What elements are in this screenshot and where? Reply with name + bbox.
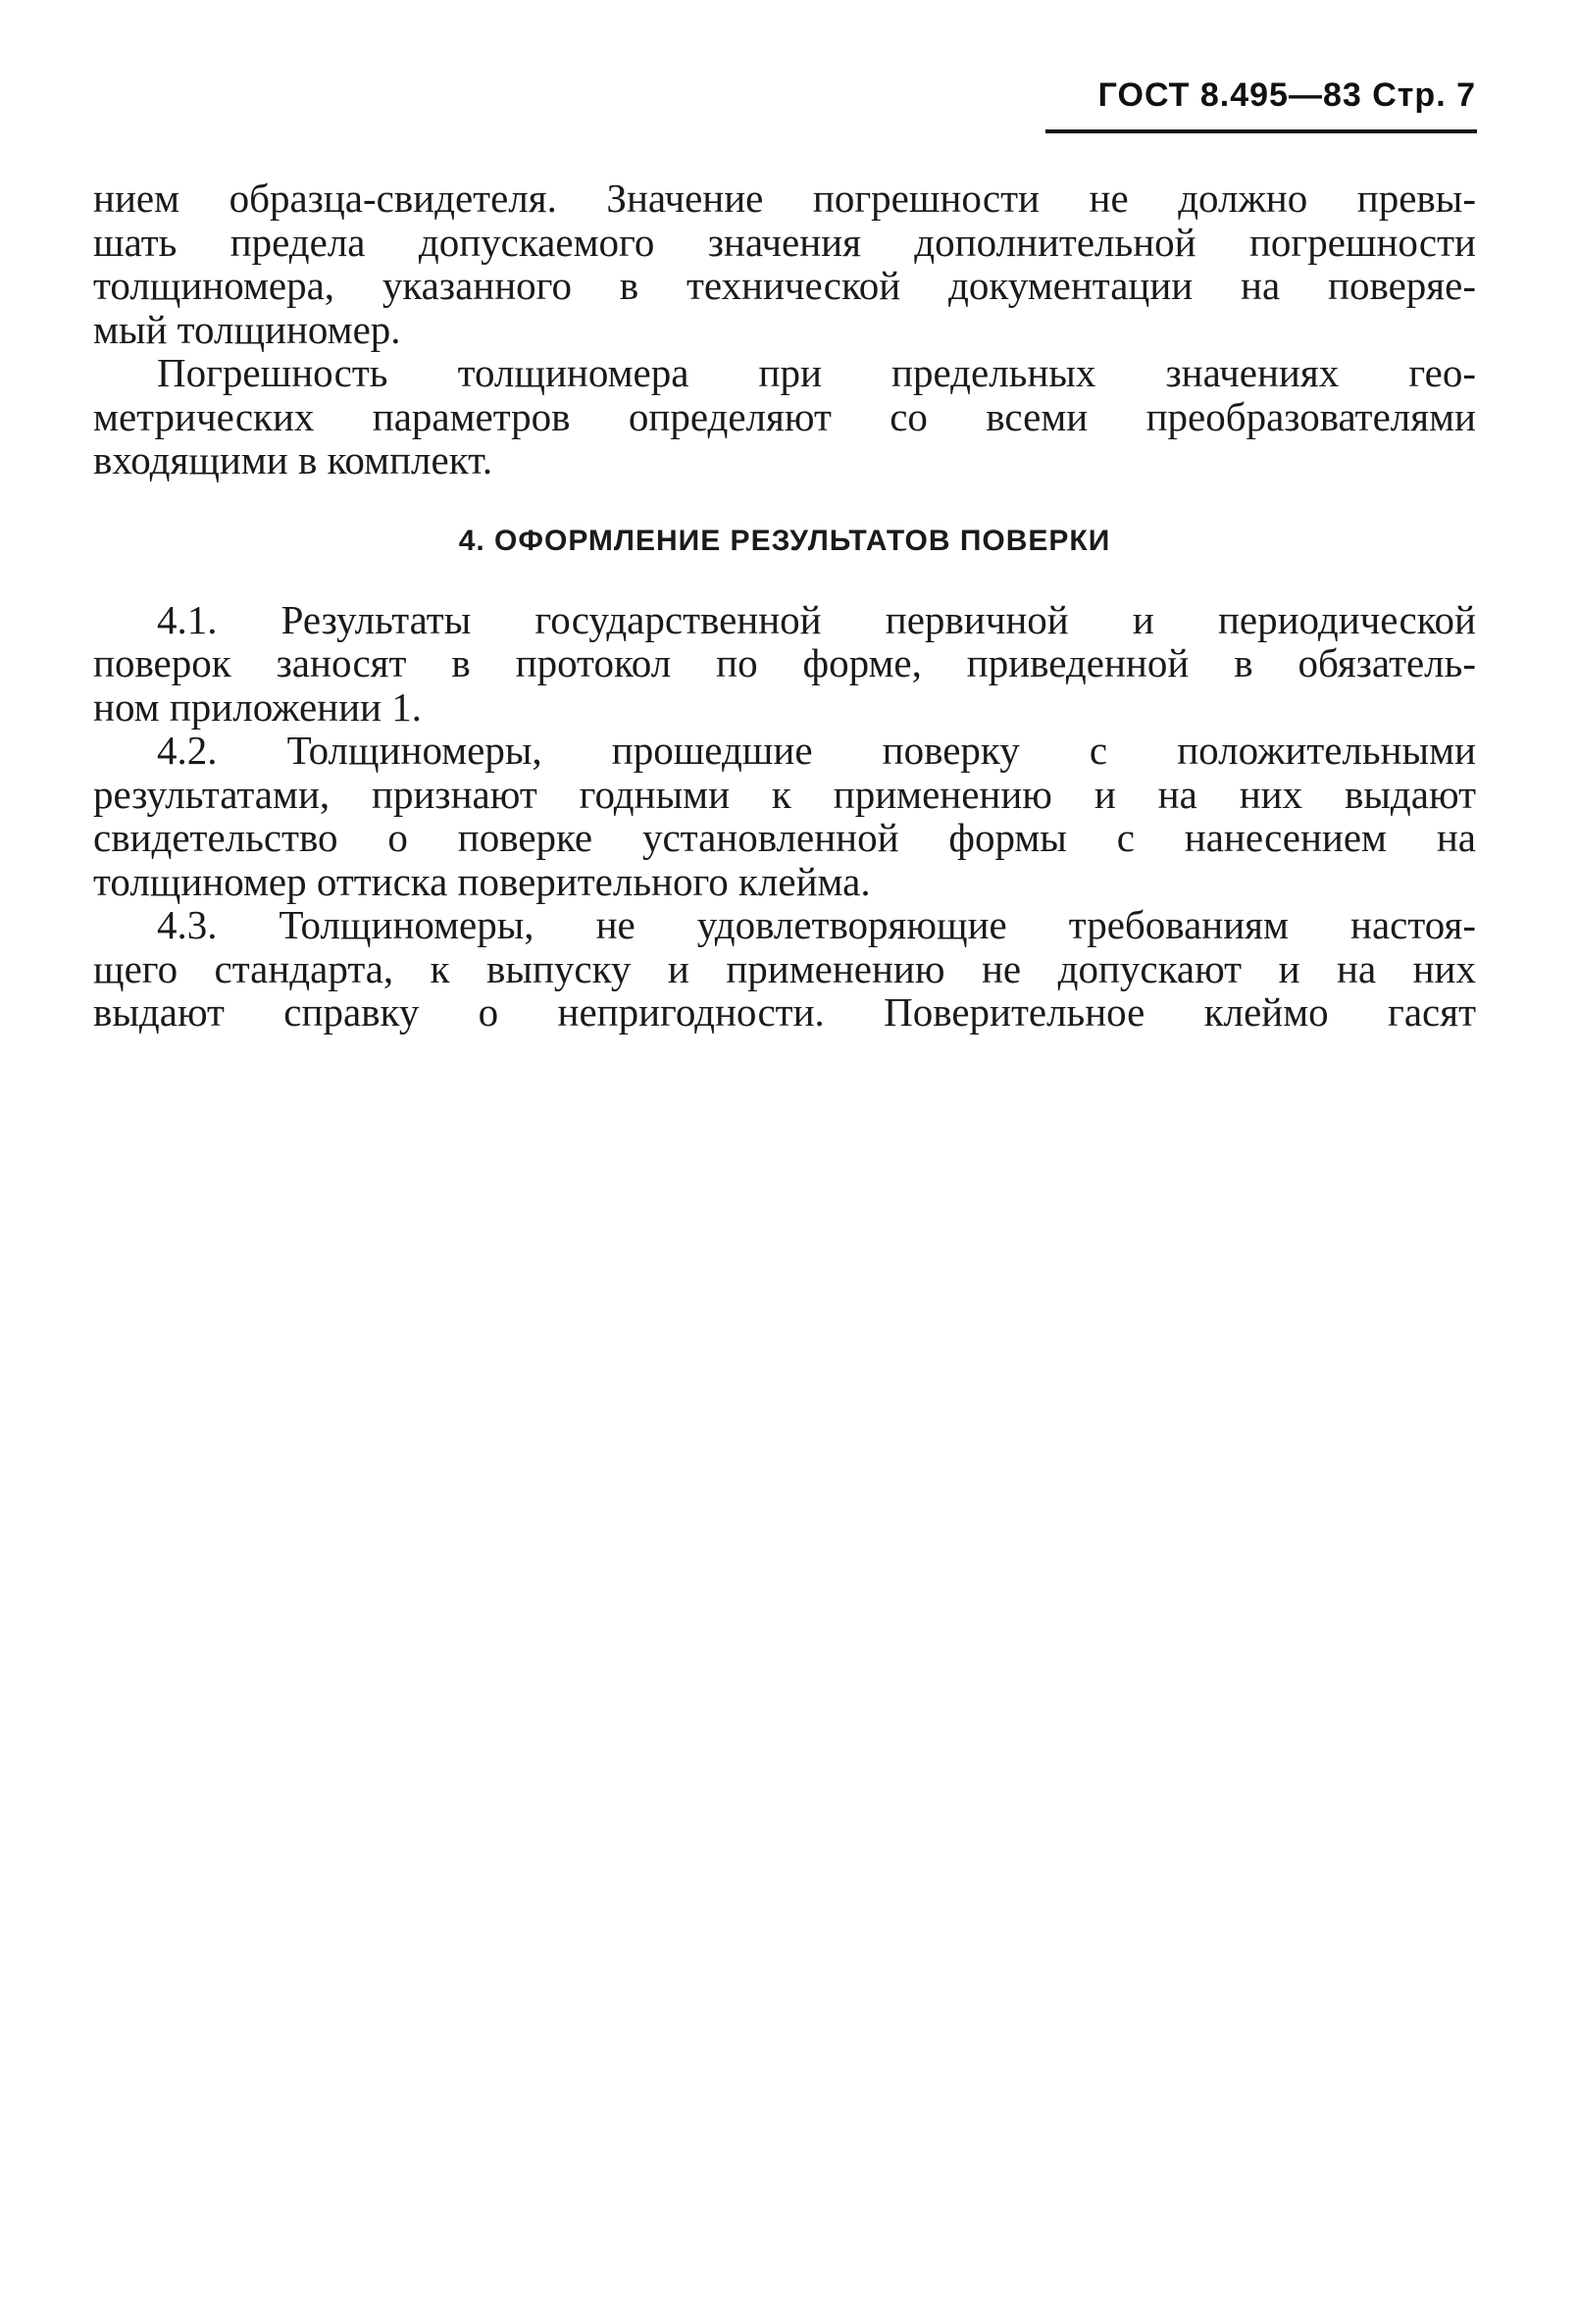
text-line: толщиномера, указанного в технической документации на поверяе-: [93, 263, 1476, 308]
body-text: [93, 177, 1476, 1035]
text-line: выдают справку о непригодности. Поверительное клеймо гасят: [93, 989, 1476, 1035]
text-line: свидетельство о поверке установленной формы с нанесением на: [93, 815, 1476, 860]
text-line: метрических параметров определяют со всеми преобразователями: [93, 393, 1476, 439]
text-line: 4.3. Толщиномеры, не удовлетворяющие требованиям настоя-: [157, 902, 1476, 947]
geometry-paragraph: [93, 351, 1476, 482]
text-line: толщиномер оттиска поверительного клейма.: [93, 858, 871, 904]
clause-4-1: [93, 598, 1476, 730]
text-line: 4.2. Толщиномеры, прошедшие поверку с положительными: [157, 728, 1476, 773]
text-line: результатами, признают годными к применению и на них выдают: [93, 771, 1476, 817]
text-line: щего стандарта, к выпуску и применению не допускают и на них: [93, 945, 1476, 991]
continuation-paragraph: [93, 177, 1476, 351]
text-line: шать предела допускаемого значения дополнительной погрешности: [93, 219, 1476, 265]
text-line: нием образца-свидетеля. Значение погрешности не должно превы-: [93, 176, 1476, 221]
text-line: ном приложении 1.: [93, 683, 422, 730]
running-header: ГОСТ 8.495—83 Стр. 7: [1097, 76, 1476, 114]
text-line: входящими в комплект.: [93, 437, 493, 482]
text-line: Погрешность толщиномера при предельных значениях гео-: [157, 350, 1476, 395]
clause-4-2: [93, 729, 1476, 903]
clause-4-3: [93, 903, 1476, 1035]
header-rule: [1045, 129, 1477, 133]
text-line: поверок заносят в протокол по форме, приведенной в обязатель-: [93, 640, 1476, 685]
section-title: 4. ОФОРМЛЕНИЕ РЕЗУЛЬТАТОВ ПОВЕРКИ: [458, 524, 1111, 557]
text-line: 4.1. Результаты государственной первичной и периодической: [157, 596, 1476, 642]
text-line: мый толщиномер.: [93, 306, 401, 352]
